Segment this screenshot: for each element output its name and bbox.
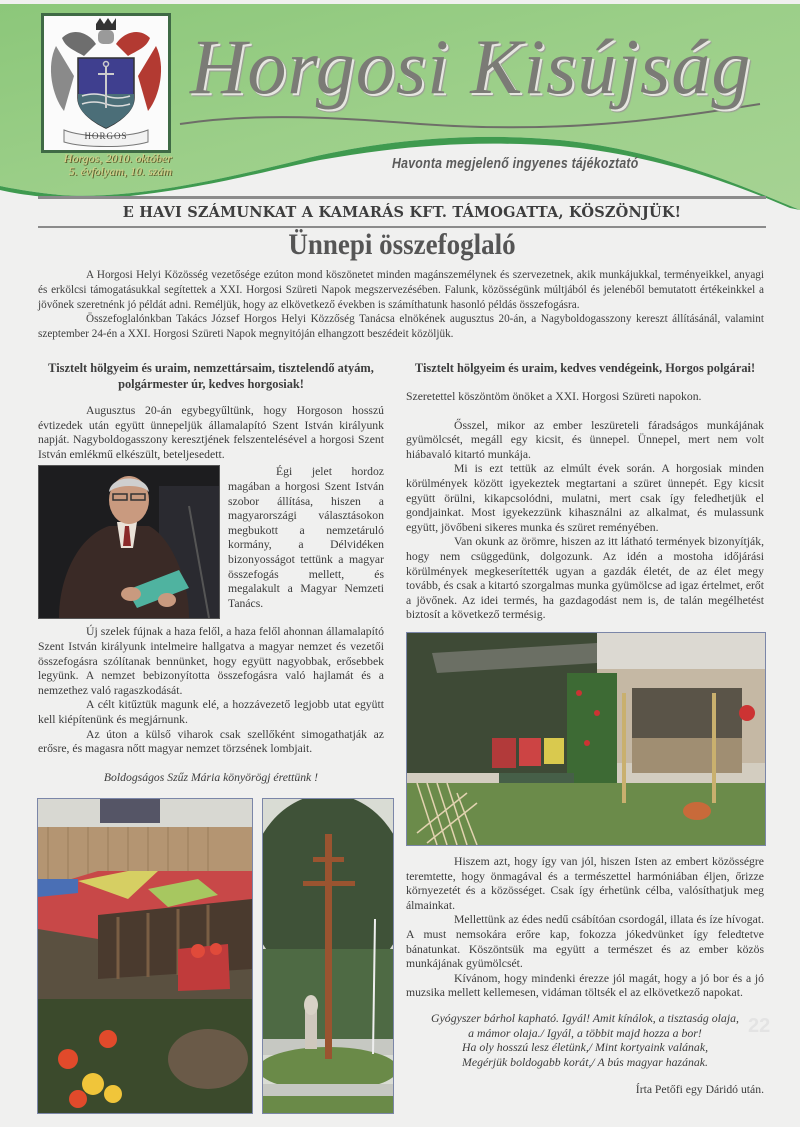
paragraph: Augusztus 20-án egybegyűltünk, hogy Horgoson hosszú évtizedek után együtt ünnepeljük államalapító Szent István királyunk napját. Nagyboldogasszony keresztjének felszentelésével a horgosi Szent István emlékmű elkészült, beteljesedett. xyxy=(38,404,384,461)
petofi-poem xyxy=(406,1011,764,1069)
issue-date: Horgos, 2010. október xyxy=(63,151,172,165)
poem-line: Gyógyszer bárhol kapható. Igyál! Amit kínálok, a tisztaság olaja, xyxy=(431,1010,739,1025)
poem-attribution: Írta Petőfi egy Dáridó után. xyxy=(635,1083,764,1097)
poem-line: Ha oly hosszú lesz életünk,/ Mint kortyaink valának, xyxy=(461,1040,709,1055)
article-headline: Ünnepi összefoglaló xyxy=(288,228,516,261)
masthead xyxy=(0,0,800,215)
tagline: Havonta megjelenő ingyenes tájékoztató xyxy=(392,155,639,172)
closing-prayer: Boldogságos Szűz Mária könyörögj érettünk ! xyxy=(103,770,319,784)
left-speech-heading: Tisztelt hölgyeim és uraim, nemzettársaim, tisztelendő atyám, polgármester úr, kedves horgosiak! xyxy=(48,361,374,391)
issue-info xyxy=(50,152,172,178)
photo-speaker-reading xyxy=(38,465,220,619)
speaker-photo-image xyxy=(39,466,219,618)
paragraph: Mellettünk az édes nedű csábítóan csordogál, illata és íze hívogat. A must nemsokára erőre kap, fokozza jókedvünket így feledtetve bánatunkat. Köszöntsük ma együtt a természet és az ember közös munkájának gyümölcsét. xyxy=(406,913,764,971)
photo-wooden-cross xyxy=(262,798,394,1114)
harvest-display-image xyxy=(407,633,765,845)
right-speech-heading: Tisztelt hölgyeim és uraim, kedves vendégeink, Horgos polgárai! xyxy=(414,361,756,375)
paragraph: Új szelek fújnak a haza felől, a haza felől ahonnan államalapító Szent István királyunk intelmeire hallgatva a magyar nemzet és vezetői összefogásra szólítanak bennünket, hogy együtt nagyobbak, erősebbek legyünk. A nemzet bebizonyította összefogásra való hajlamát és a nemzethez való ragaszkodását. xyxy=(38,625,384,697)
paragraph: Mi is ezt tettük az elmúlt évek során. A horgosiak minden körülmények között igyekeztek megtartani a szüret ünnepét. Egy kicsit együtt örülni, kikapcsolódni, mulatni, mert csak így feledhetjük el gondjainkat. Most igyekezzünk kihasználni az alkalmat, és mulassunk együtt, jövőbeni sikeres munka és szüret reményében. xyxy=(406,462,764,534)
paragraph: Kívánom, hogy mindenki érezze jól magát, hogy a jó bor és a jó muzsika mellett kellemesen, vidáman töltsék el az elkövetkező napokat. xyxy=(406,971,764,1000)
right-column-continued xyxy=(406,855,764,1098)
newspaper-title: Horgosi Kisújság xyxy=(190,23,752,110)
paragraph: Égi jelet hordoz magában a horgosi Szent István szobor állítása, hiszen a magyarországi választásokon megbukott a nemzetáruló kormány, a Délvidéken bizonyosságot tettünk a magyar összefogás mellett, és megalakult a Magyar Nemzeti Tanács. xyxy=(228,465,384,610)
poem-line: Megérjük boldogabb korát,/ A bús magyar hazának. xyxy=(462,1054,708,1069)
issue-number: 5. évfolyam, 10. szám xyxy=(68,164,172,178)
paragraph: A célt kitűztük magunk elé, a hozzávezető legjobb utat együtt kell kiépítenünk és megjárnunk. xyxy=(38,698,384,726)
article-intro xyxy=(38,268,764,342)
intro-paragraph: Összefoglalónkban Takács József Horgos Helyi Közzőség Tanácsa elnökének augusztus 20-án, a Nagyboldogasszony kereszt állításánál, valamint szeptember 24-én a XXI. Horgosi Szüreti Napok megnyitóján elhangzott beszédeit közöljük. xyxy=(38,313,764,341)
page-number: 22 xyxy=(748,1015,771,1037)
town-crest xyxy=(41,13,171,153)
crest-label: HORGOS xyxy=(84,131,128,141)
photo-harvest-display xyxy=(406,632,766,846)
paragraph: Van okunk az örömre, hiszen az itt látható termények bizonyítják, hogy nem csüggedünk, dolgozunk. Az idén a mostoha időjárási körülmények megkeserítették ugyan a gazdák életét, de az élet megy tovább, és csak a kitartó szorgalmas munka gyümölcse ad igaz értelmet, erőt a jövőnek. Az idei termés, ha gazdagodást nem is, de talán megélhetést biztosít a következő termésig. xyxy=(406,535,764,622)
paragraph: Az úton a külső viharok csak szellőként simogathatják az erősre, és magasra nőtt magyar nemzet törzsének lombjait. xyxy=(38,727,384,756)
left-column xyxy=(38,360,384,785)
paragraph: Ősszel, mikor az ember leszüreteli fáradságos munkájának gyümölcsét, megáll egy kicsit, és ünnepel. Ünnepel, mert nem volt hiábavaló kitartó munkája. xyxy=(406,418,764,461)
poem-line: a mámor olaja./ Igyál, a többit majd hozza a bor! xyxy=(468,1025,702,1040)
paragraph: Hiszem azt, hogy így van jól, hiszen Isten az embert közösségre teremtette, hogy önmagával és a természettel harmóniában éljen, őrizze környezetét és a közösséget. Csak így érhetünk célba, valósíthatjuk meg álmainkat. xyxy=(406,855,764,912)
sponsor-banner: E HAVI SZÁMUNKAT A KAMARÁS KFT. TÁMOGATTA, KÖSZÖNJÜK! xyxy=(122,204,682,221)
coat-of-arms-icon xyxy=(44,16,168,150)
greeting: Szeretettel köszöntöm önöket a XXI. Horgosi Szüreti napokon. xyxy=(406,390,702,403)
divider xyxy=(38,196,766,199)
right-column xyxy=(406,360,764,623)
fruit-cart-image xyxy=(38,799,252,1113)
photo-fruit-cart xyxy=(37,798,253,1114)
intro-paragraph: A Horgosi Helyi Közösség vezetősége ezúton mond köszönetet minden magánszemélynek és szervezetnek, akik munkájukkal, terményeikkel, anyagi és erkölcsi támogatásukkal segítettek a XXI. Horgosi Szüreti Napok megszervezésében. Falunk, közösségünk múltjából és jelenéből bemutatott értékeinkkel a jövőnek szeretnénk jó példát adni. Reméljük, hogy az elkövetkező években is számíthatunk hasonló példás összefogásra. xyxy=(38,269,764,311)
wooden-cross-image xyxy=(263,799,393,1113)
